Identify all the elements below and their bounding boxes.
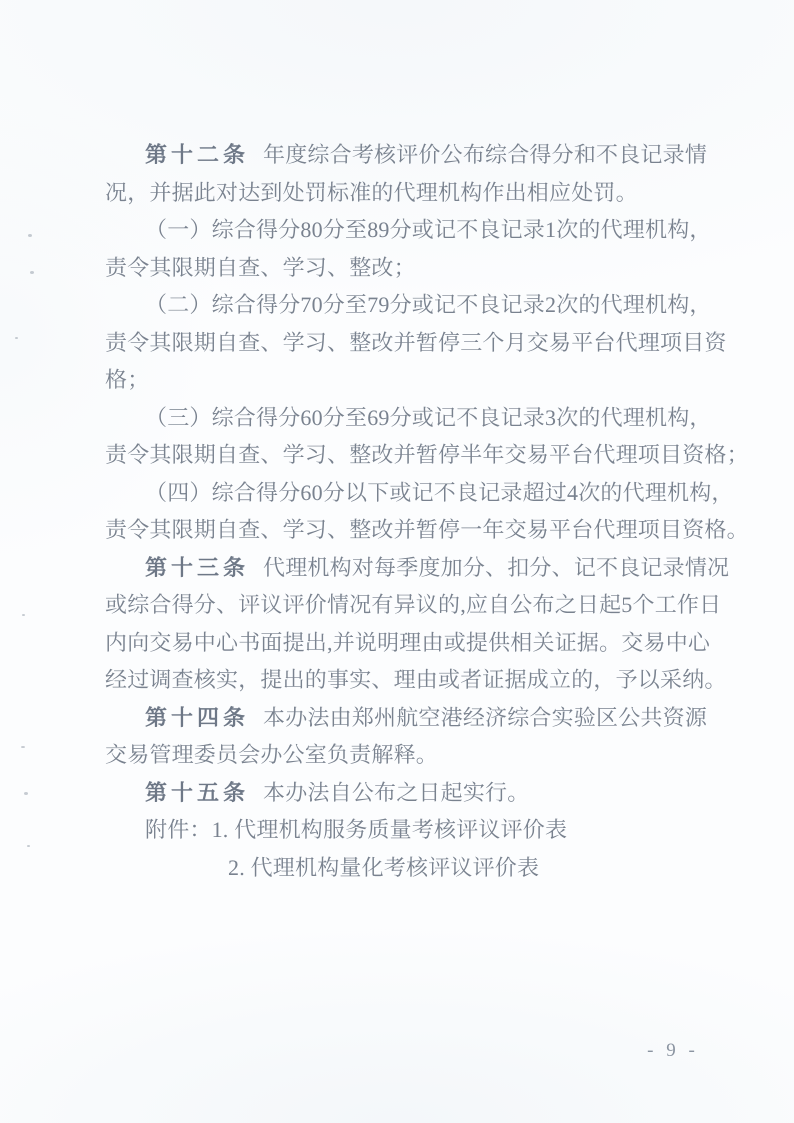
doc-line [105,436,749,474]
doc-line [105,811,745,849]
article-number: 第十二条 [145,142,250,167]
doc-line [105,399,745,437]
article-number: 第十四条 [145,704,250,730]
line-text: 责令其限期自查、学习、整改； [105,254,416,280]
doc-line [105,699,745,737]
line-text: 内向交易中心书面提出,并说明理由或提供相关证据。交易中心 [105,629,711,655]
document-text-block [105,136,749,886]
line-text: 2. 代理机构量化考核评议评价表 [228,854,540,880]
doc-line [105,136,745,174]
doc-line [105,736,745,774]
doc-line [105,849,745,887]
doc-line [105,174,745,212]
line-text: 交易管理委员会办公室负责解释。 [105,742,439,767]
doc-line [105,286,745,324]
line-text: 代理机构对每季度加分、扣分、记不良记录情况 [263,554,730,580]
line-text: 本办法自公布之日起实行。 [263,779,530,805]
line-text: 责令其限期自查、学习、整改并暂停三个月交易平台代理项目资 [105,329,727,355]
doc-line [105,661,745,699]
line-text: （三）综合得分60分至69分或记不良记录3次的代理机构， [145,404,712,430]
scan-speck [30,271,34,274]
article-number: 第十三条 [145,554,250,580]
line-text: 况，并据此对达到处罚标准的代理机构作出相应处罚。 [105,179,638,205]
doc-line [105,474,745,512]
line-text: 附件：1. 代理机构服务质量考核评议评价表 [145,817,568,842]
scan-speck [24,792,28,795]
doc-line [105,549,745,587]
line-text: （一）综合得分80分至89分或记不良记录1次的代理机构， [145,217,712,242]
article-number: 第十五条 [145,779,250,805]
doc-line [105,249,745,287]
scan-speck [27,845,30,847]
doc-line [105,586,745,624]
scan-speck [22,614,25,616]
scan-speck [15,337,18,339]
page-number: - 9 - [647,1040,699,1061]
line-text: 年度综合考核评价公布综合得分和不良记录情 [263,142,708,167]
line-text: 格； [105,367,150,392]
doc-line [105,774,745,812]
line-text: （四）综合得分60分以下或记不良记录超过4次的代理机构， [145,479,734,505]
line-text: （二）综合得分70分至79分或记不良记录2次的代理机构， [145,292,712,317]
line-text: 责令其限期自查、学习、整改并暂停半年交易平台代理项目资格； [105,442,749,467]
doc-line [105,511,749,549]
doc-line [105,361,745,399]
doc-line [105,211,745,249]
doc-line [105,624,745,662]
line-text: 责令其限期自查、学习、整改并暂停一年交易平台代理项目资格。 [105,517,749,542]
line-text: 经过调查核实，提出的事实、理由或者证据成立的，予以采纳。 [105,667,727,692]
doc-line [105,324,745,362]
line-text: 或综合得分、评议评价情况有异议的,应自公布之日起5个工作日 [105,592,722,617]
scan-speck [28,234,32,237]
scan-speck [21,746,25,748]
line-text: 本办法由郑州航空港经济综合实验区公共资源 [263,704,708,730]
